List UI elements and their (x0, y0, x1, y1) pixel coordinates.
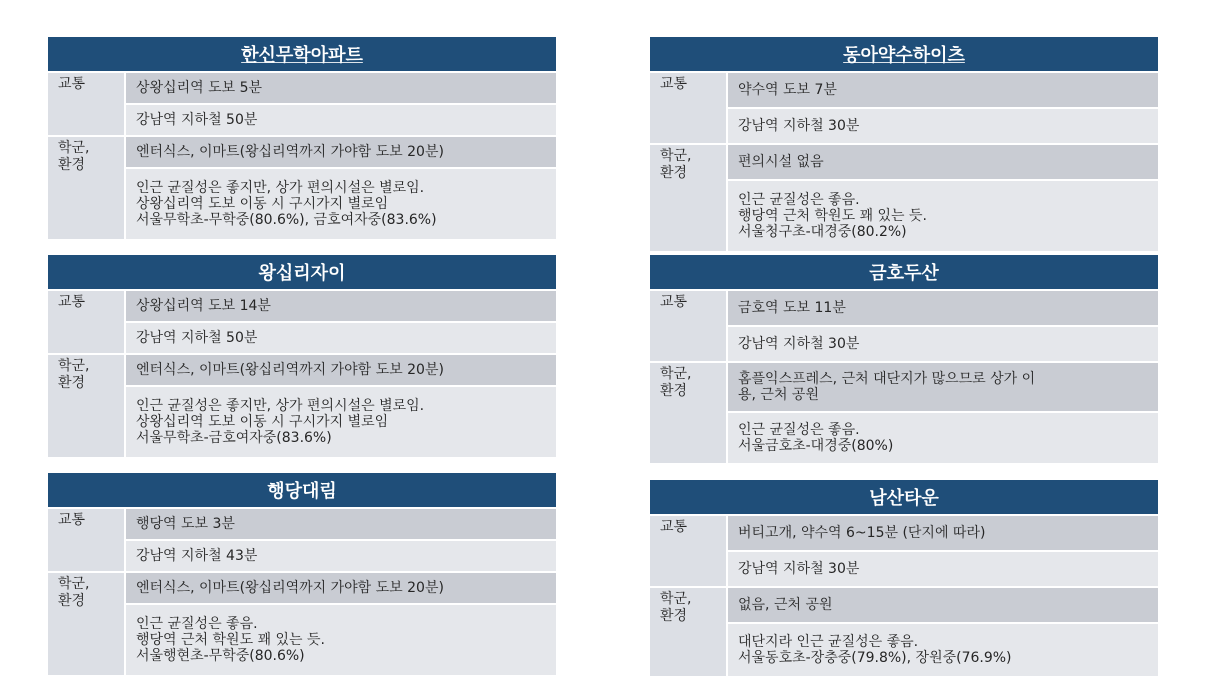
env-value: 없음, 근처 공원 (728, 588, 1158, 624)
env-value: 인근 균질성은 좋음. 행당역 근처 학원도 꽤 있는 듯. 서울청구초-대경중(80.2%) (728, 181, 1158, 253)
env-value: 인근 균질성은 좋지만, 상가 편의시설은 별로임. 상왕십리역 도보 이동 시 구시가지 별로임 서울무학초-무학중(80.6%), 금호여자중(83.6%) (126, 169, 556, 241)
apartment-title: 왕십리자이 (48, 255, 556, 291)
school-env-label: 학군, 환경 (48, 137, 126, 241)
school-env-label: 학군, 환경 (48, 573, 126, 677)
traffic-value: 강남역 지하철 50분 (126, 105, 556, 137)
apartment-table-haengdang-daelim (48, 473, 556, 677)
traffic-value: 행당역 도보 3분 (126, 509, 556, 541)
env-value: 인근 균질성은 좋지만, 상가 편의시설은 별로임. 상왕십리역 도보 이동 시 구시가지 별로임 서울무학초-금호여자중(83.6%) (126, 387, 556, 459)
traffic-value: 강남역 지하철 50분 (126, 323, 556, 355)
apartment-table-geumho-doosan (650, 255, 1158, 465)
school-env-label: 학군, 환경 (48, 355, 126, 459)
apartment-title: 한신무학아파트 (48, 37, 556, 73)
traffic-value: 상왕십리역 도보 5분 (126, 73, 556, 105)
apartment-title: 동아약수하이츠 (650, 37, 1158, 73)
apartment-table-donga-yaksu (650, 37, 1158, 253)
env-value: 엔터식스, 이마트(왕십리역까지 가야함 도보 20분) (126, 137, 556, 169)
traffic-value: 버티고개, 약수역 6~15분 (단지에 따라) (728, 516, 1158, 552)
apartment-title: 금호두산 (650, 255, 1158, 291)
traffic-label: 교통 (48, 509, 126, 573)
env-value: 엔터식스, 이마트(왕십리역까지 가야함 도보 20분) (126, 355, 556, 387)
env-value: 홈플익스프레스, 근처 대단지가 많으므로 상가 이 용, 근처 공원 (728, 363, 1158, 413)
school-env-label: 학군, 환경 (650, 588, 728, 678)
traffic-label: 교통 (48, 73, 126, 137)
traffic-value: 약수역 도보 7분 (728, 73, 1158, 109)
traffic-label: 교통 (650, 516, 728, 588)
env-value: 대단지라 인근 균질성은 좋음. 서울동호초-장충중(79.8%), 장원중(76.9%) (728, 624, 1158, 678)
traffic-value: 강남역 지하철 30분 (728, 552, 1158, 588)
apartment-table-hanshin (48, 37, 556, 241)
traffic-label: 교통 (48, 291, 126, 355)
traffic-value: 강남역 지하철 43분 (126, 541, 556, 573)
apartment-table-namsan-town (650, 480, 1158, 678)
apartment-table-wangsimni-xi (48, 255, 556, 459)
traffic-value: 강남역 지하철 30분 (728, 109, 1158, 145)
apartment-title: 행당대림 (48, 473, 556, 509)
env-value: 엔터식스, 이마트(왕십리역까지 가야함 도보 20분) (126, 573, 556, 605)
traffic-label: 교통 (650, 73, 728, 145)
traffic-label: 교통 (650, 291, 728, 363)
env-value: 인근 균질성은 좋음. 행당역 근처 학원도 꽤 있는 듯. 서울행현초-무학중(80.6%) (126, 605, 556, 677)
traffic-value: 금호역 도보 11분 (728, 291, 1158, 327)
traffic-value: 상왕십리역 도보 14분 (126, 291, 556, 323)
school-env-label: 학군, 환경 (650, 363, 728, 465)
env-value: 인근 균질성은 좋음. 서울금호초-대경중(80%) (728, 413, 1158, 465)
traffic-value: 강남역 지하철 30분 (728, 327, 1158, 363)
apartment-title: 남산타운 (650, 480, 1158, 516)
school-env-label: 학군, 환경 (650, 145, 728, 253)
env-value: 편의시설 없음 (728, 145, 1158, 181)
